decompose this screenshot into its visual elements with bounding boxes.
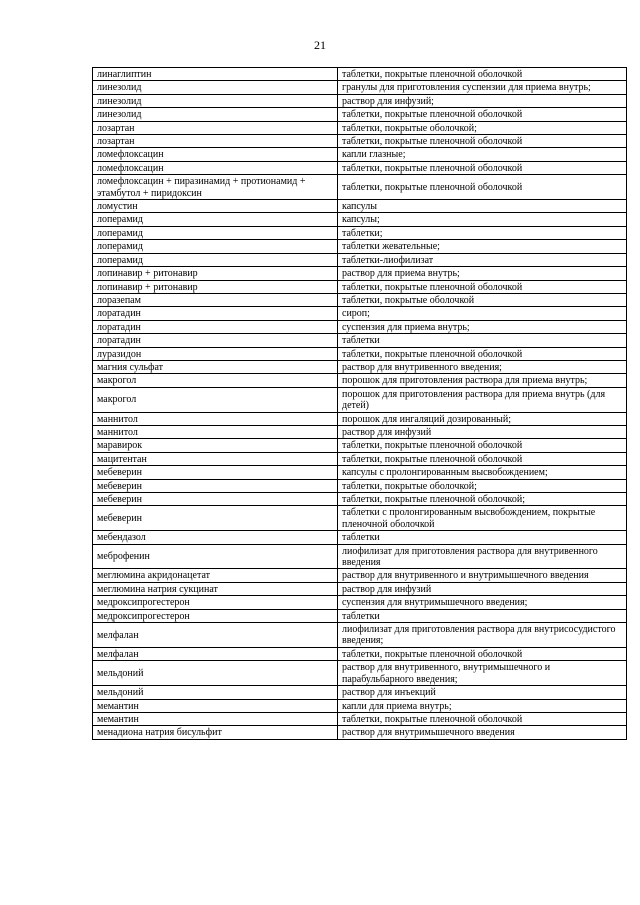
drug-name-cell: маннитол xyxy=(93,425,338,438)
table-row xyxy=(93,686,627,699)
drug-name-cell: мелфалан xyxy=(93,623,338,648)
dosage-form-cell: таблетки, покрытые пленочной оболочкой xyxy=(338,647,627,660)
drug-name-cell: мемантин xyxy=(93,712,338,725)
dosage-form-cell: таблетки, покрытые пленочной оболочкой xyxy=(338,68,627,81)
drug-name-cell: мацитентан xyxy=(93,452,338,465)
dosage-form-cell: раствор для внутривенного и внутримышечного введения xyxy=(338,569,627,582)
dosage-form-cell: капсулы с пролонгированным высвобождением; xyxy=(338,466,627,479)
table-row xyxy=(93,493,627,506)
dosage-form-cell: раствор для инфузий xyxy=(338,582,627,595)
drug-name-cell: магния сульфат xyxy=(93,360,338,373)
dosage-form-cell: таблетки, покрытые оболочкой; xyxy=(338,121,627,134)
table-row xyxy=(93,121,627,134)
table-row xyxy=(93,387,627,412)
drug-name-cell: ломефлоксацин xyxy=(93,148,338,161)
drug-name-cell: маннитол xyxy=(93,412,338,425)
drug-name-cell: мебендазол xyxy=(93,531,338,544)
drug-name-cell: маравирок xyxy=(93,439,338,452)
dosage-form-cell: таблетки с пролонгированным высвобождением, покрытые пленочной оболочкой xyxy=(338,506,627,531)
medication-table xyxy=(92,67,627,740)
drug-name-cell: линезолид xyxy=(93,81,338,94)
table-row xyxy=(93,452,627,465)
table-row xyxy=(93,347,627,360)
dosage-form-cell: сироп; xyxy=(338,307,627,320)
dosage-form-cell: таблетки, покрытые пленочной оболочкой xyxy=(338,712,627,725)
table-row xyxy=(93,267,627,280)
drug-name-cell: лоратадин xyxy=(93,334,338,347)
table-row xyxy=(93,148,627,161)
drug-name-cell: линаглиптин xyxy=(93,68,338,81)
drug-name-cell: лоразепам xyxy=(93,293,338,306)
drug-name-cell: мебеверин xyxy=(93,466,338,479)
drug-name-cell: ломефлоксацин xyxy=(93,161,338,174)
dosage-form-cell: порошок для ингаляций дозированный; xyxy=(338,412,627,425)
table-row xyxy=(93,135,627,148)
drug-name-cell: медроксипрогестерон xyxy=(93,609,338,622)
table-row xyxy=(93,280,627,293)
dosage-form-cell: порошок для приготовления раствора для приема внутрь (для детей) xyxy=(338,387,627,412)
dosage-form-cell: раствор для внутривенного, внутримышечного и парабульбарного введения; xyxy=(338,661,627,686)
dosage-form-cell: капли глазные; xyxy=(338,148,627,161)
drug-name-cell: макрогол xyxy=(93,387,338,412)
dosage-form-cell: капсулы; xyxy=(338,213,627,226)
drug-name-cell: меглюмина натрия сукцинат xyxy=(93,582,338,595)
page-number: 21 xyxy=(314,38,326,52)
dosage-form-cell: лиофилизат для приготовления раствора для внутривенного введения xyxy=(338,544,627,569)
table-row xyxy=(93,200,627,213)
drug-name-cell: лоперамид xyxy=(93,240,338,253)
drug-name-cell: линезолид xyxy=(93,94,338,107)
dosage-form-cell: раствор для инфузий; xyxy=(338,94,627,107)
dosage-form-cell: порошок для приготовления раствора для приема внутрь; xyxy=(338,374,627,387)
table-row xyxy=(93,360,627,373)
table-row xyxy=(93,726,627,739)
drug-name-cell: лозартан xyxy=(93,135,338,148)
dosage-form-cell: таблетки, покрытые пленочной оболочкой xyxy=(338,439,627,452)
dosage-form-cell: раствор для инфузий xyxy=(338,425,627,438)
dosage-form-cell: таблетки xyxy=(338,531,627,544)
drug-name-cell: луразидон xyxy=(93,347,338,360)
drug-name-cell: мемантин xyxy=(93,699,338,712)
table-row xyxy=(93,439,627,452)
table-row xyxy=(93,94,627,107)
drug-name-cell: макрогол xyxy=(93,374,338,387)
dosage-form-cell: таблетки, покрытые пленочной оболочкой xyxy=(338,108,627,121)
table-row xyxy=(93,253,627,266)
table-row xyxy=(93,320,627,333)
table-row xyxy=(93,531,627,544)
table-row xyxy=(93,175,627,200)
dosage-form-cell: таблетки; xyxy=(338,226,627,239)
table-row xyxy=(93,240,627,253)
dosage-form-cell: таблетки, покрытые пленочной оболочкой xyxy=(338,280,627,293)
table-row xyxy=(93,466,627,479)
drug-name-cell: мельдоний xyxy=(93,661,338,686)
table-row xyxy=(93,108,627,121)
table-row xyxy=(93,479,627,492)
table-row xyxy=(93,334,627,347)
drug-name-cell: меброфенин xyxy=(93,544,338,569)
drug-name-cell: мельдоний xyxy=(93,686,338,699)
drug-name-cell: лозартан xyxy=(93,121,338,134)
table-row xyxy=(93,623,627,648)
drug-name-cell: мебеверин xyxy=(93,506,338,531)
table-row xyxy=(93,506,627,531)
drug-name-cell: лоперамид xyxy=(93,226,338,239)
table-row xyxy=(93,81,627,94)
dosage-form-cell: таблетки жевательные; xyxy=(338,240,627,253)
table-row xyxy=(93,699,627,712)
table-row xyxy=(93,661,627,686)
drug-name-cell: лоратадин xyxy=(93,307,338,320)
dosage-form-cell: лиофилизат для приготовления раствора для внутрисосудистого введения; xyxy=(338,623,627,648)
table-row xyxy=(93,582,627,595)
table-row xyxy=(93,374,627,387)
table-row xyxy=(93,596,627,609)
drug-name-cell: лоратадин xyxy=(93,320,338,333)
table-row xyxy=(93,68,627,81)
dosage-form-cell: таблетки, покрытые оболочкой; xyxy=(338,479,627,492)
dosage-form-cell: таблетки, покрытые пленочной оболочкой xyxy=(338,135,627,148)
table-row xyxy=(93,609,627,622)
dosage-form-cell: таблетки, покрытые пленочной оболочкой xyxy=(338,452,627,465)
drug-name-cell: медроксипрогестерон xyxy=(93,596,338,609)
table-row xyxy=(93,647,627,660)
drug-name-cell: лопинавир + ритонавир xyxy=(93,280,338,293)
table-row xyxy=(93,293,627,306)
dosage-form-cell: раствор для приема внутрь; xyxy=(338,267,627,280)
medication-table-body xyxy=(93,68,627,740)
drug-name-cell: меглюмина акридонацетат xyxy=(93,569,338,582)
dosage-form-cell: таблетки xyxy=(338,609,627,622)
dosage-form-cell: таблетки, покрытые пленочной оболочкой xyxy=(338,347,627,360)
dosage-form-cell: раствор для внутримышечного введения xyxy=(338,726,627,739)
drug-name-cell: мебеверин xyxy=(93,493,338,506)
table-row xyxy=(93,712,627,725)
dosage-form-cell: раствор для внутривенного введения; xyxy=(338,360,627,373)
table-row xyxy=(93,412,627,425)
drug-name-cell: мелфалан xyxy=(93,647,338,660)
table-row xyxy=(93,569,627,582)
table-row xyxy=(93,161,627,174)
table-row xyxy=(93,544,627,569)
drug-name-cell: ломефлоксацин + пиразинамид + протионамид + этамбутол + пиридоксин xyxy=(93,175,338,200)
dosage-form-cell: таблетки, покрытые пленочной оболочкой xyxy=(338,175,627,200)
dosage-form-cell: таблетки, покрытые пленочной оболочкой xyxy=(338,161,627,174)
table-row xyxy=(93,226,627,239)
dosage-form-cell: таблетки, покрытые пленочной оболочкой; xyxy=(338,493,627,506)
table-row xyxy=(93,425,627,438)
table-row xyxy=(93,307,627,320)
dosage-form-cell: таблетки, покрытые оболочкой xyxy=(338,293,627,306)
dosage-form-cell: суспензия для внутримышечного введения; xyxy=(338,596,627,609)
drug-name-cell: менадиона натрия бисульфит xyxy=(93,726,338,739)
drug-name-cell: линезолид xyxy=(93,108,338,121)
dosage-form-cell: таблетки-лиофилизат xyxy=(338,253,627,266)
drug-name-cell: мебеверин xyxy=(93,479,338,492)
table-row xyxy=(93,213,627,226)
drug-name-cell: лопинавир + ритонавир xyxy=(93,267,338,280)
dosage-form-cell: капли для приема внутрь; xyxy=(338,699,627,712)
dosage-form-cell: суспензия для приема внутрь; xyxy=(338,320,627,333)
dosage-form-cell: капсулы xyxy=(338,200,627,213)
drug-name-cell: лоперамид xyxy=(93,253,338,266)
dosage-form-cell: гранулы для приготовления суспензии для приема внутрь; xyxy=(338,81,627,94)
dosage-form-cell: таблетки xyxy=(338,334,627,347)
drug-name-cell: ломустин xyxy=(93,200,338,213)
dosage-form-cell: раствор для инъекций xyxy=(338,686,627,699)
drug-name-cell: лоперамид xyxy=(93,213,338,226)
